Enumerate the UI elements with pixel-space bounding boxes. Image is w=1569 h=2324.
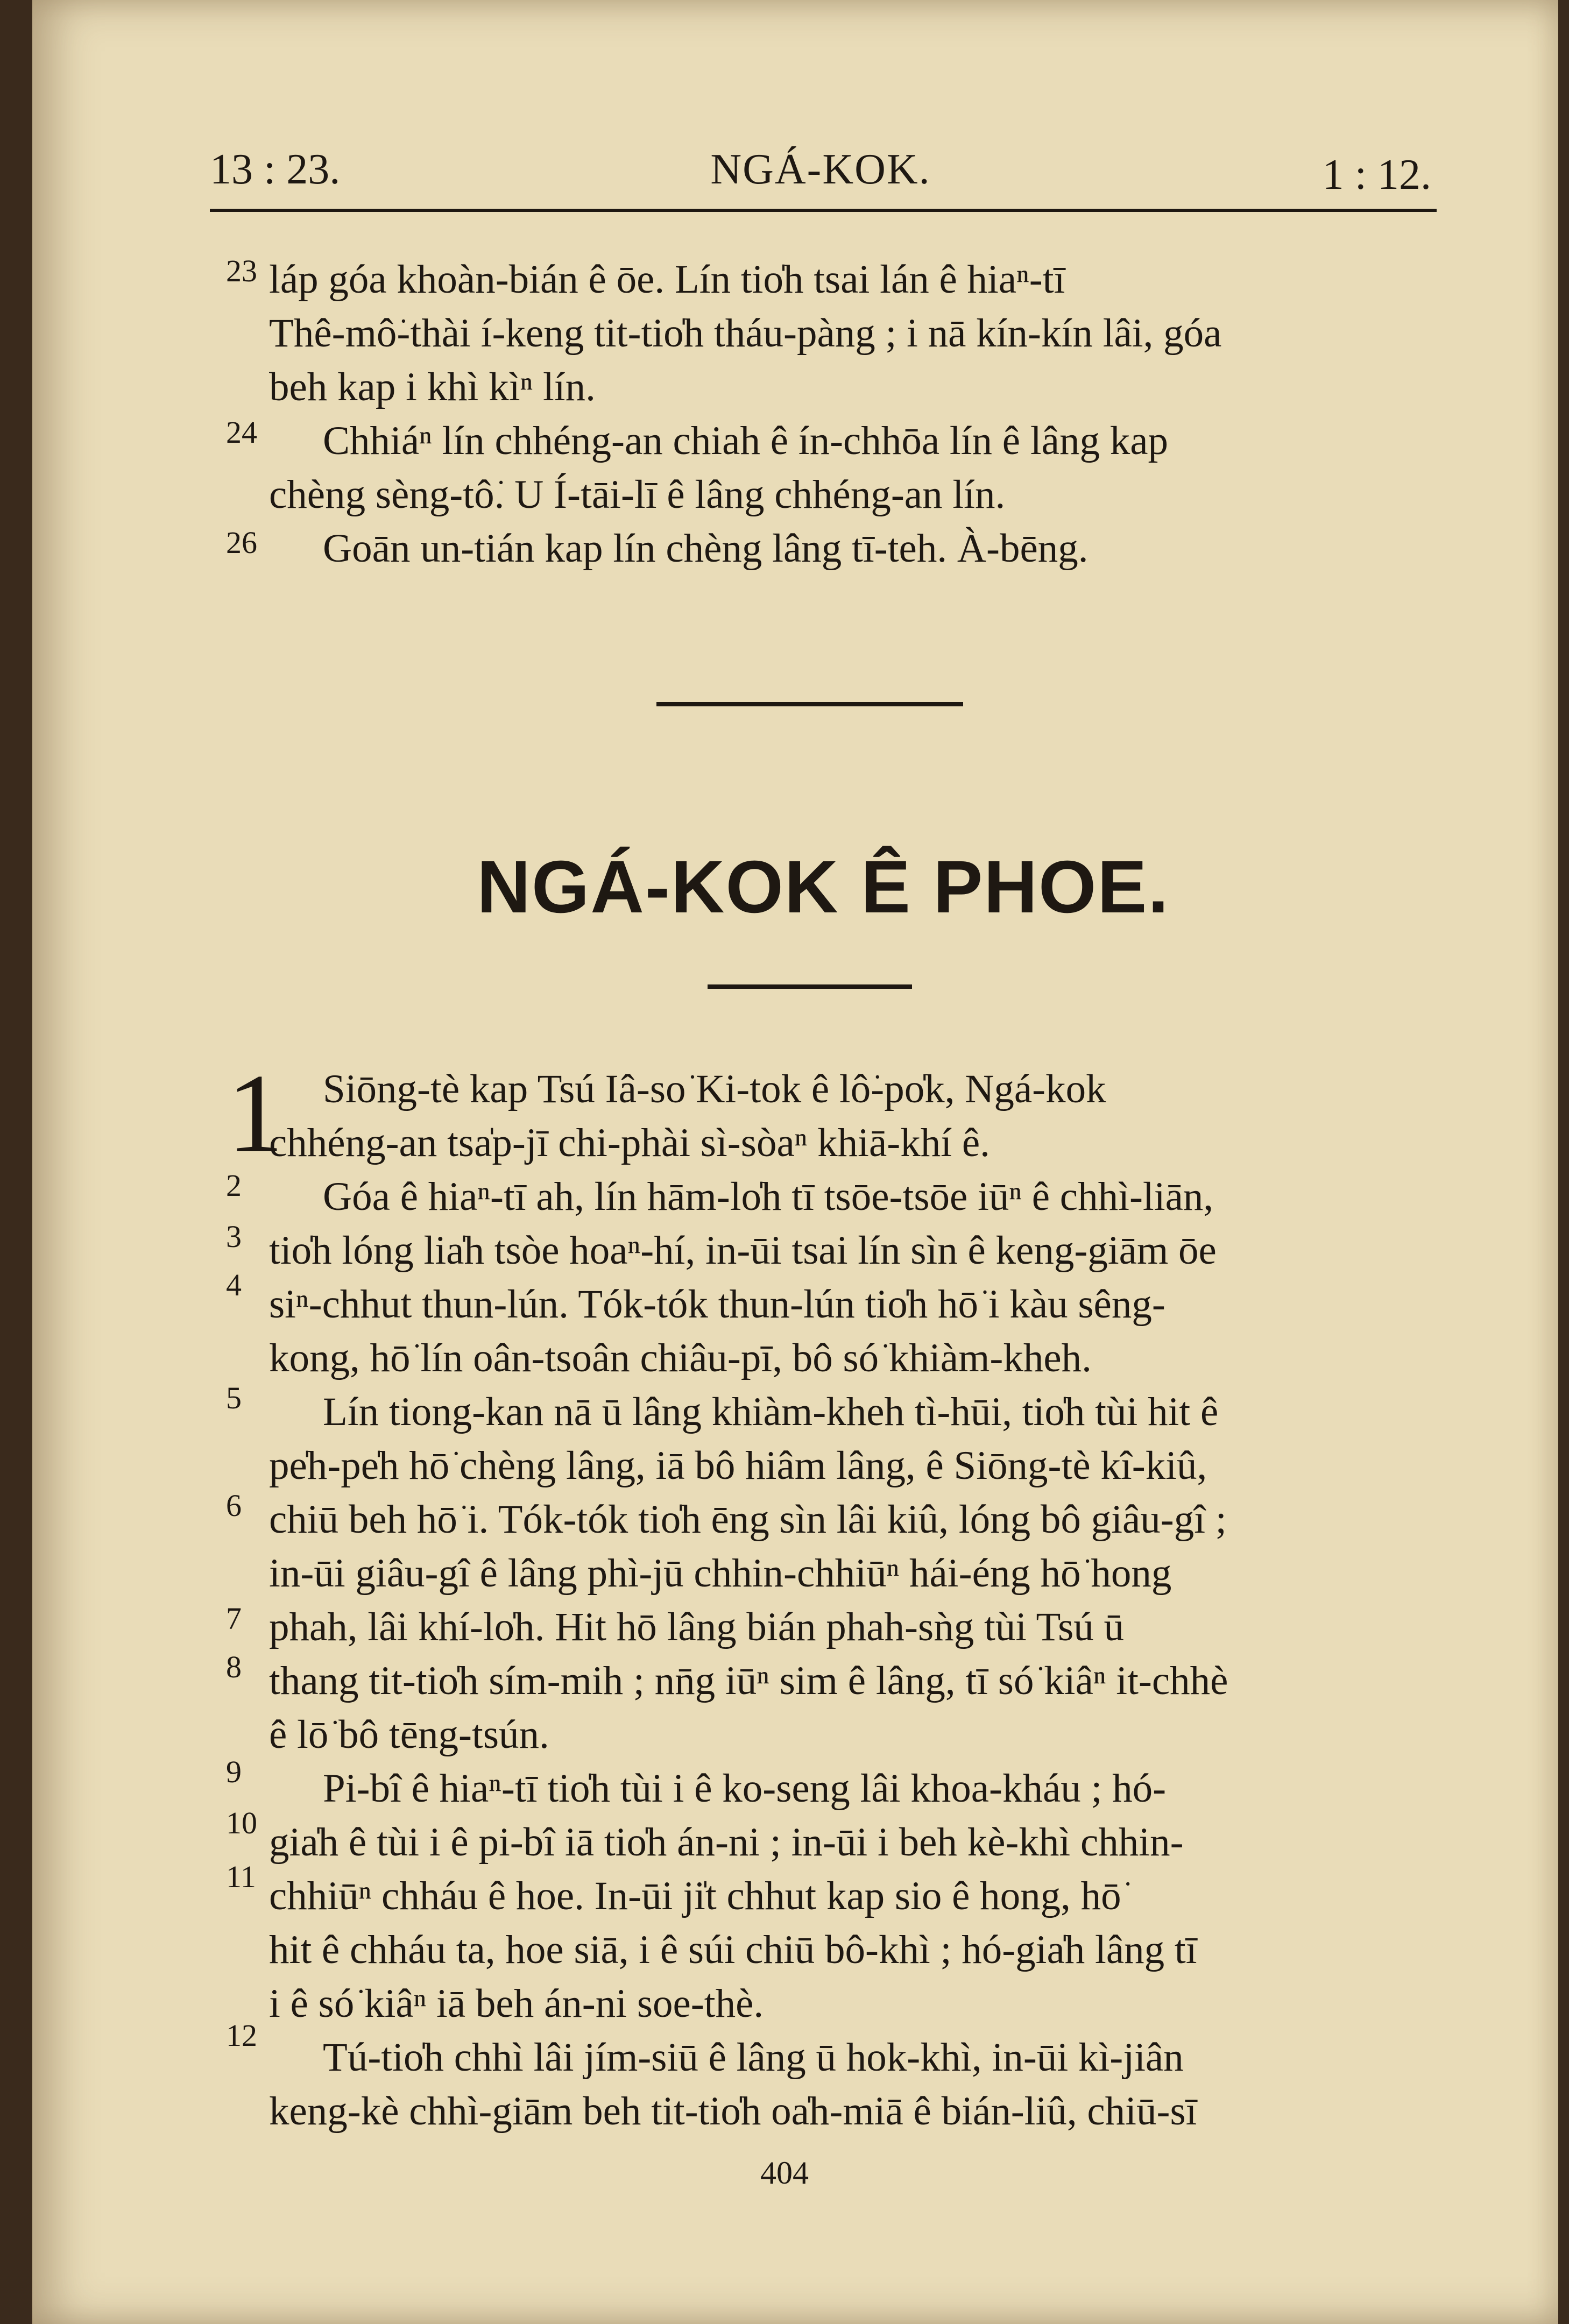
running-header	[210, 145, 1431, 210]
verse-number: 10	[226, 1805, 257, 1840]
chapter-number: 1	[227, 1051, 284, 1176]
text-line: Chhiáⁿ lín chhéng-an chiah ê ín-chhōa lín ê lâng kap	[323, 419, 1169, 463]
text-line: chhiūⁿ chháu ê hoe. In-ūi ji̍t chhut kap sio ê hong, hō͘	[269, 1874, 1121, 1918]
verse-number: 2	[226, 1168, 242, 1203]
verse-number: 7	[226, 1601, 242, 1636]
header-rule	[210, 209, 1437, 212]
title-underline	[708, 984, 912, 989]
text-line: Tú-tio̍h chhì lâi jím-siū ê lâng ū hok-khì, in-ūi kì-jiân	[323, 2035, 1184, 2080]
verse-number: 4	[226, 1267, 242, 1302]
text-line: Lín tiong-kan nā ū lâng khiàm-kheh tì-hūi, tio̍h tùi hit ê	[323, 1390, 1219, 1434]
page-number: 404	[760, 2155, 809, 2191]
verse-number: 9	[226, 1754, 242, 1789]
verse-number: 23	[226, 253, 257, 288]
text-line: in-ūi giâu-gî ê lâng phì-jū chhin-chhiūⁿ hái-éng hō͘ hong	[269, 1551, 1172, 1596]
header-book-title: NGÁ-KOK.	[710, 146, 931, 193]
verse-number: 5	[226, 1380, 242, 1415]
text-line: beh kap i khì kìⁿ lín.	[269, 365, 596, 409]
verse-number: 24	[226, 415, 257, 450]
text-line: gia̍h ê tùi i ê pi-bî iā tio̍h án-ni ; in-ūi i beh kè-khì chhin-	[269, 1820, 1184, 1865]
text-line: láp góa khoàn-bián ê ōe. Lín tio̍h tsai lán ê hiaⁿ-tī	[269, 257, 1065, 302]
text-line: thang tit-tio̍h sím-mih ; nn̄g iūⁿ sim ê lâng, tī só͘ kiâⁿ it-chhè	[269, 1659, 1228, 1703]
text-line: kong, hō͘ lín oân-tsoân chiâu-pī, bô só͘ khiàm-kheh.	[269, 1336, 1092, 1380]
text-line: chiū beh hō͘ i. Tók-tók tio̍h ēng sìn lâi kiû, lóng bô giâu-gî ;	[269, 1497, 1227, 1542]
text-line: Thê-mô͘-thài í-keng tit-tio̍h tháu-pàng ; i nā kín-kín lâi, góa	[269, 311, 1222, 356]
text-line: chèng sèng-tô͘. U Í-tāi-lī ê lâng chhéng-an lín.	[269, 472, 1006, 517]
text-line: phah, lâi khí-lo̍h. Hit hō lâng bián phah-sǹg tùi Tsú ū	[269, 1605, 1125, 1649]
book-page	[32, 0, 1558, 2324]
text-line: siⁿ-chhut thun-lún. Tók-tók thun-lún tio̍h hō͘ i kàu sêng-	[269, 1282, 1165, 1327]
text-line: chhéng-an tsa̍p-jī chi-phài sì-sòaⁿ khiā-khí ê.	[269, 1121, 990, 1165]
text-line: i ê só͘ kiâⁿ iā beh án-ni soe-thè.	[269, 1981, 764, 2026]
verse-number: 12	[226, 2018, 257, 2053]
text-line: Pi-bî ê hiaⁿ-tī tio̍h tùi i ê ko-seng lâi khoa-kháu ; hó-	[323, 1766, 1167, 1811]
verse-number: 11	[226, 1859, 256, 1894]
text-line: tio̍h lóng lia̍h tsòe hoaⁿ-hí, in-ūi tsai lín sìn ê keng-giām ōe	[269, 1228, 1217, 1273]
chapter-text	[269, 1062, 1426, 2138]
section-divider	[656, 702, 963, 706]
header-chapter-end: 1 : 12.	[1322, 151, 1431, 199]
text-line: keng-kè chhì-giām beh tit-tio̍h oa̍h-miā ê bián-liû, chiū-sī	[269, 2089, 1197, 2134]
verse-number: 8	[226, 1649, 242, 1684]
verse-number: 26	[226, 525, 257, 560]
header-chapter-start: 13 : 23.	[210, 146, 341, 193]
text-line: ê lō͘ bô tēng-tsún.	[269, 1712, 549, 1757]
text-line: Goān un-tián kap lín chèng lâng tī-teh. À-bēng.	[323, 526, 1089, 571]
epistle-title: NGÁ-KOK Ê PHOE.	[477, 846, 1170, 929]
closing-text	[269, 253, 1426, 576]
verse-number: 3	[226, 1219, 242, 1254]
text-line: pe̍h-pe̍h hō͘ chèng lâng, iā bô hiâm lâng, ê Siōng-tè kî-kiû,	[269, 1443, 1207, 1488]
text-line: hit ê chháu ta, hoe siā, i ê súi chiū bô-khì ; hó-gia̍h lâng tī	[269, 1928, 1197, 1972]
verse-number: 6	[226, 1488, 242, 1523]
text-line: Góa ê hiaⁿ-tī ah, lín hām-lo̍h tī tsōe-tsōe iūⁿ ê chhì-liān,	[323, 1174, 1214, 1219]
text-line: Siōng-tè kap Tsú Iâ-so͘ Ki-tok ê lô͘-po̍k, Ngá-kok	[323, 1067, 1106, 1111]
